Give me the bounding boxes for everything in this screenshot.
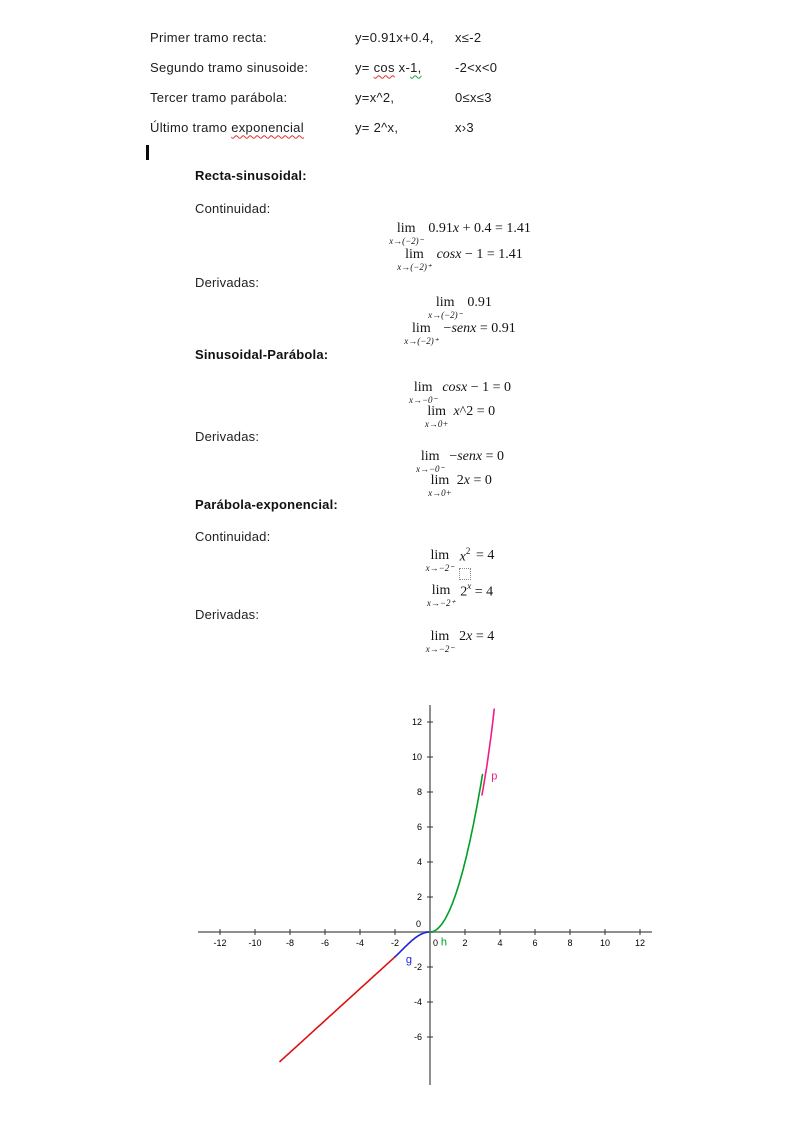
tramo-formula — [355, 60, 455, 75]
lim-word: lim — [430, 629, 450, 644]
function-graph — [195, 700, 660, 1090]
y-tick-label: 8 — [416, 787, 422, 797]
equation — [195, 546, 725, 572]
definition-row — [150, 82, 710, 112]
x-tick-label: -8 — [285, 938, 295, 948]
tramo-label-text: Último tramo — [150, 119, 232, 135]
lim-operator — [425, 404, 449, 429]
tramo-label-text: Tercer tramo parábola: — [150, 89, 288, 105]
section-heading: Sinusoidal-Parábola: — [195, 347, 329, 362]
x-tick-label: 6 — [532, 938, 538, 948]
x-tick-label: 4 — [497, 938, 503, 948]
lim-word: lim — [427, 404, 446, 419]
tramo-formula-text: y= 2^x, — [355, 119, 399, 135]
curve-label-g: g — [405, 954, 412, 967]
empty-placeholder-box — [459, 568, 471, 580]
x-tick-label: -12 — [213, 938, 227, 948]
x-tick-label: 10 — [599, 938, 611, 948]
equation — [195, 627, 725, 653]
lim-subscript: x→(−2)⁻ — [389, 236, 424, 246]
lim-subscript: x→0+ — [428, 488, 452, 498]
block-label: Continuidad: — [195, 529, 271, 544]
lim-word: lim — [435, 295, 455, 310]
tramo-label — [150, 90, 355, 105]
equation-expression: cosx − 1 = 0 — [442, 380, 511, 395]
lim-operator — [389, 221, 423, 246]
tramo-condition — [455, 120, 710, 135]
y-tick-label: -2 — [413, 962, 422, 972]
fraction-stack: $x^2$ — [459, 548, 471, 580]
lim-subscript: x→0+ — [424, 419, 449, 429]
equation — [195, 245, 725, 271]
equation-expression: 0.91x + 0.4 = 1.41 — [428, 221, 531, 236]
equation-expression: 2x = 4 — [459, 629, 495, 644]
y-tick-label: 10 — [411, 752, 422, 762]
equation-expression: −senx = 0 — [449, 449, 505, 464]
tramo-formula — [355, 90, 455, 105]
y-tick-label: -4 — [413, 997, 422, 1007]
lim-subscript: x→(−2)⁺ — [397, 262, 432, 272]
x-tick-label: -10 — [248, 938, 262, 948]
lim-subscript: x→−0⁻ — [408, 395, 438, 405]
x-tick-label: 8 — [567, 938, 573, 948]
lim-operator — [426, 548, 454, 573]
lim-subscript: x→−2⁻ — [425, 644, 455, 654]
curve-label-h: h — [440, 936, 447, 949]
tramo-formula-text: x- — [394, 59, 411, 75]
tramo-formula — [355, 30, 455, 45]
lim-word: lim — [412, 321, 431, 336]
x-tick-label: -4 — [355, 938, 365, 948]
equation — [195, 293, 725, 319]
y-tick-label: 6 — [416, 822, 422, 832]
equation-expression: 2x = 0 — [456, 473, 492, 488]
equation-expression: x^2 = 0 — [453, 404, 496, 419]
x-tick-label: -6 — [320, 938, 330, 948]
curve-sinusoide — [395, 932, 430, 957]
block-label: Derivadas: — [195, 275, 260, 290]
lim-operator — [427, 583, 455, 608]
lim-subscript: x→(−2)⁺ — [404, 336, 439, 346]
equation-expression: $2^x = 4$ — [460, 581, 494, 600]
lim-word: lim — [431, 583, 451, 598]
lim-subscript: x→(−2)⁻ — [428, 310, 463, 320]
lim-word: lim — [420, 449, 440, 464]
equation — [195, 471, 725, 497]
tramo-label-text: exponencial — [231, 119, 304, 135]
tramo-label-text: Primer tramo recta: — [150, 29, 267, 45]
tramo-condition — [455, 60, 710, 75]
lim-operator — [404, 321, 438, 346]
equation — [195, 581, 725, 607]
lim-word: lim — [413, 380, 433, 395]
tramo-formula-text: y=0.91x+0.4, — [355, 29, 434, 45]
equation — [195, 219, 725, 245]
tramo-condition — [455, 30, 710, 45]
equation-tail: = 4 — [475, 548, 495, 563]
lim-word: lim — [396, 221, 416, 236]
equation — [195, 402, 725, 428]
text-caret — [146, 145, 149, 160]
curve-recta — [280, 957, 395, 1062]
equation-expression: −senx = 0.91 — [443, 321, 516, 336]
tramo-formula-text: cos — [373, 59, 395, 75]
tramo-condition-text: 0≤x≤3 — [455, 89, 492, 105]
tramo-condition-text: x›3 — [455, 119, 474, 135]
block-label: Derivadas: — [195, 607, 260, 622]
tramo-label-text: Segundo tramo sinusoide: — [150, 59, 309, 75]
tramo-condition — [455, 90, 710, 105]
y-tick-label: -6 — [413, 1032, 422, 1042]
y-tick-label: 12 — [411, 717, 422, 727]
lim-operator — [426, 629, 454, 654]
x-tick-label: 12 — [634, 938, 646, 948]
definition-row — [150, 22, 710, 52]
lim-operator — [397, 247, 431, 272]
block-label: Derivadas: — [195, 429, 260, 444]
lim-operator — [428, 295, 462, 320]
lim-word: lim — [430, 548, 450, 563]
y-tick-label: 4 — [416, 857, 422, 867]
piecewise-definition-table — [150, 22, 710, 142]
definition-row — [150, 112, 710, 142]
equation — [195, 319, 725, 345]
origin-label-x: 0 — [433, 938, 439, 948]
tramo-formula-text: y=x^2, — [355, 89, 395, 105]
block-label: Continuidad: — [195, 201, 271, 216]
tramo-formula — [355, 120, 455, 135]
x-tick-label: -2 — [390, 938, 400, 948]
equation — [195, 378, 725, 404]
origin-label-y: 0 — [415, 919, 421, 929]
curve-label-p: p — [491, 770, 498, 783]
lim-word: lim — [430, 473, 450, 488]
tramo-label — [150, 120, 355, 135]
lim-word: lim — [405, 247, 424, 262]
lim-subscript: x→−0⁻ — [415, 464, 445, 474]
equation — [195, 447, 725, 473]
tramo-condition-text: -2<x<0 — [455, 59, 498, 75]
lim-subscript: x→−2⁻ — [425, 563, 454, 573]
lim-subscript: x→−2⁺ — [426, 598, 456, 608]
definition-row — [150, 52, 710, 82]
x-tick-label: 2 — [462, 938, 468, 948]
curve-parabola — [430, 775, 483, 933]
equation-expression: 0.91 — [467, 295, 492, 310]
section-heading: Parábola-exponencial: — [195, 497, 338, 512]
section-heading: Recta-sinusoidal: — [195, 168, 307, 183]
tramo-condition-text: x≤-2 — [455, 29, 482, 45]
y-tick-label: 2 — [416, 892, 422, 902]
tramo-formula-text: y= — [355, 59, 374, 75]
equation-expression: cosx − 1 = 1.41 — [436, 247, 523, 262]
lim-operator — [428, 473, 452, 498]
tramo-label — [150, 60, 355, 75]
tramo-formula-text: 1, — [410, 59, 422, 75]
tramo-label — [150, 30, 355, 45]
